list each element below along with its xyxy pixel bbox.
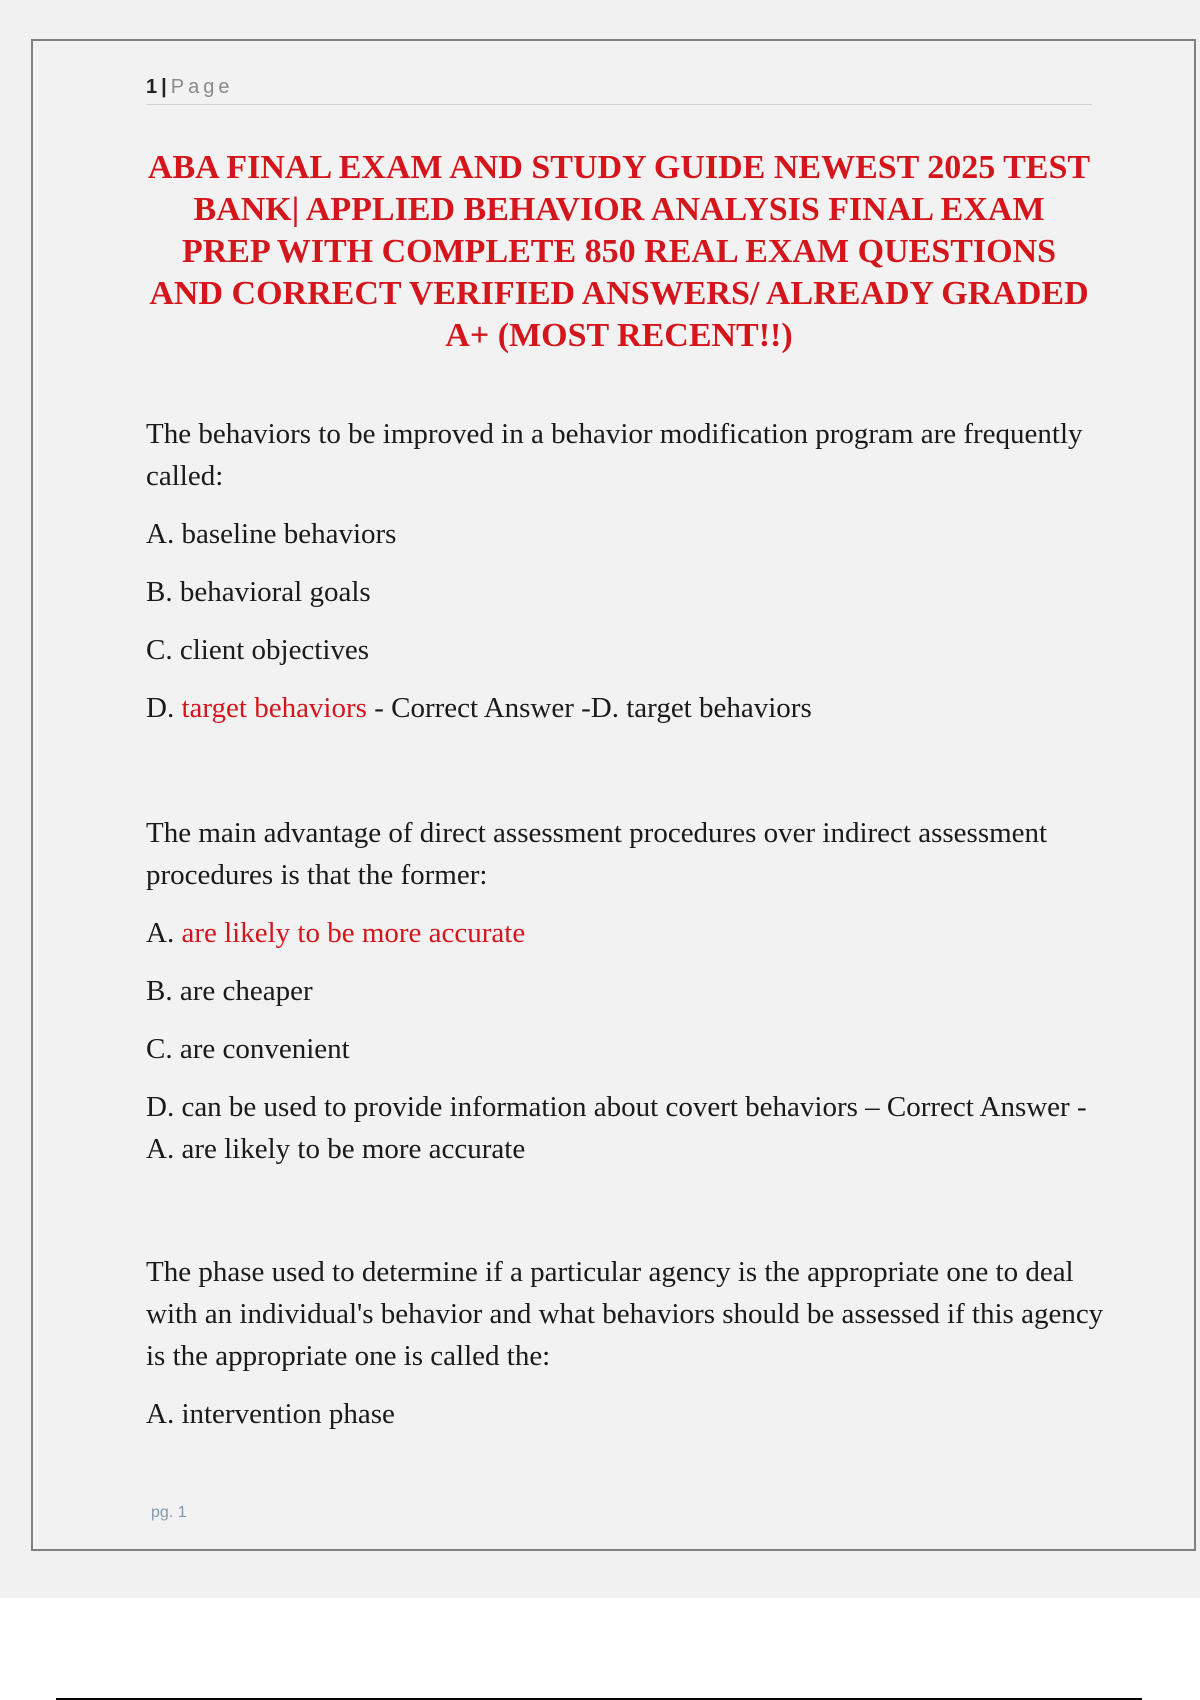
question-1 [146,413,1106,729]
page-header [146,74,1092,105]
page-header-separator: | [161,76,167,98]
question-2 [146,812,1106,1170]
option-d: D. can be used to provide information about covert behaviors – Correct Answer -A. are likely to be more accurate [146,1091,1087,1165]
correct-answer-text: - Correct Answer -D. target behaviors [366,692,812,724]
highlighted-answer: target behaviors [181,692,367,724]
option-c: C. are convenient [146,1033,350,1065]
option-b: B. behavioral goals [146,576,371,608]
option-d-prefix: D. [146,692,182,724]
document-title: ABA FINAL EXAM AND STUDY GUIDE NEWEST 2025 TEST BANK| APPLIED BEHAVIOR ANALYSIS FINAL EXAM PREP WITH COMPLETE 850 REAL EXAM QUESTIONS AND CORRECT VERIFIED ANSWERS/ ALREADY GRADED A+ (MOST RECENT!!) [147,149,1091,354]
option-a: A. baseline behaviors [146,518,397,550]
option-c: C. client objectives [146,634,370,666]
option-a: A. intervention phase [146,1398,395,1430]
option-a [146,912,1106,954]
page-number: 1 [146,76,158,98]
question-3 [146,1251,1106,1435]
page-word: Page [170,76,234,98]
option-b: B. are cheaper [146,975,313,1007]
question-stem: The phase used to determine if a particular agency is the appropriate one to deal with an individual's behavior and what behaviors should be assessed if this agency is the appropriate one is called the: [146,1256,1104,1372]
highlighted-answer: are likely to be more accurate [181,917,526,949]
document-page [31,39,1196,1551]
question-stem: The main advantage of direct assessment procedures over indirect assessment procedures is that the former: [146,817,1048,891]
option-d [146,687,1106,729]
question-stem: The behaviors to be improved in a behavior modification program are frequently called: [146,418,1083,492]
page-footer: pg. 1 [151,1504,187,1521]
option-a-prefix: A. [146,917,182,949]
